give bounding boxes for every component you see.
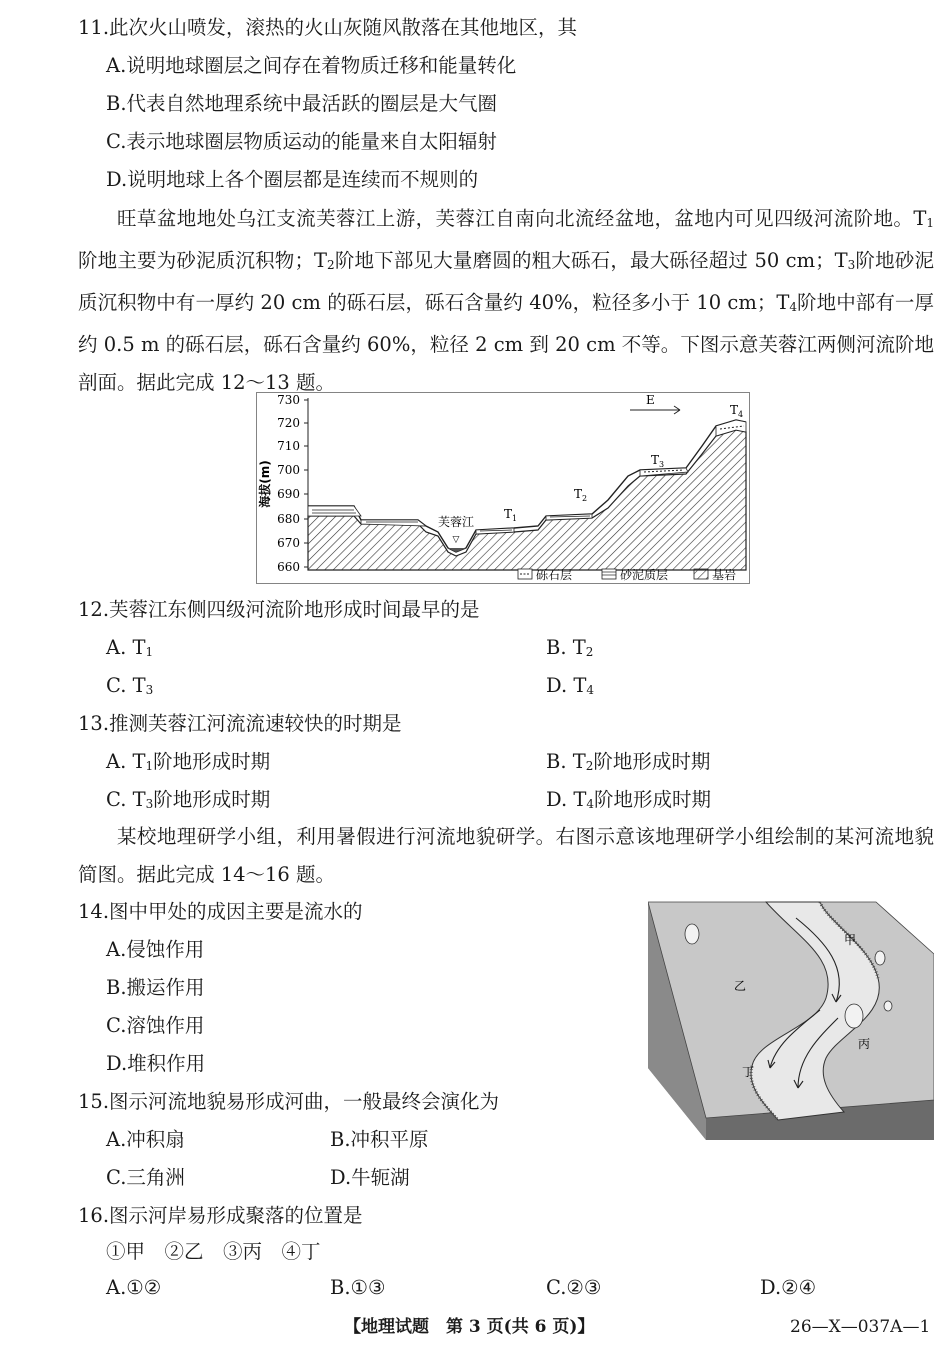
q11-stem: 11.此次火山喷发，滚热的火山灰随风散落在其他地区，其 (78, 16, 578, 39)
svg-text:T: T (730, 403, 739, 417)
q15-stem: 15.图示河流地貌易形成河曲，一般最终会演化为 (78, 1090, 500, 1113)
svg-text:E: E (646, 393, 655, 407)
passage1-s3: 阶地下部见大量磨圆的粗大砾石，最大砾径超过 50 cm； (334, 249, 835, 272)
q15-option-c: C.三角洲 (106, 1166, 185, 1189)
passage1-t4-sub: 4 (789, 300, 797, 314)
svg-text:基岩: 基岩 (712, 568, 737, 582)
q14-option-d: D.堆积作用 (106, 1052, 206, 1075)
label-bing: 丙 (858, 1037, 871, 1051)
y-tick-660 (277, 560, 308, 574)
y-ticks (277, 393, 308, 574)
y-tick-710 (277, 439, 308, 453)
passage1-t2: T (313, 249, 327, 272)
q12-option-b: B. $T_2$ (546, 636, 594, 659)
legend-bedrock (694, 567, 736, 582)
y-tick-670 (277, 536, 308, 550)
passage1-t2-sub: 2 (327, 258, 335, 272)
svg-text:砂泥质层: 砂泥质层 (620, 568, 669, 582)
passage1-s4: 阶地砂泥质沉积物中有一厚约 20 cm 的砾石层，砾石含量约 40%，粒径多小于 10 cm； (78, 249, 934, 314)
passage-river-landform: 某校地理研学小组，利用暑假进行河流地貌研学。右图示意该地理研学小组绘制的某河流地貌简图。据此完成 14～16 题。 (78, 825, 934, 886)
page-footer: 【地理试题 第 3 页(共 6 页)】 (344, 1317, 595, 1337)
y-tick-label: 670 (277, 536, 300, 550)
terrace-label-t1 (504, 507, 517, 523)
svg-text:1: 1 (512, 514, 518, 523)
passage1-s1: 旺草盆地地处乌江支流芙蓉江上游，芙蓉江自南向北流经盆地，盆地内可见四级河流阶地。 (117, 207, 914, 230)
q16-option-b: B.①③ (330, 1276, 386, 1299)
q11-option-c: C.表示地球圈层物质运动的能量来自太阳辐射 (106, 130, 497, 153)
passage1-s5: 阶地中部有一厚约 0.5 m 的砾石层，砾石含量约 60%，粒径 2 cm 到 20 cm 不等。下图示意芙蓉江两侧河流阶地剖面。据此完成 12～13 题。 (78, 291, 934, 394)
y-tick-label: 690 (277, 487, 300, 501)
q12-option-a: A. $T_1$ (106, 636, 154, 659)
passage-terraces (78, 200, 934, 402)
q11-option-a: A.说明地球圈层之间存在着物质迁移和能量转化 (106, 54, 517, 77)
q12-option-d: D. $T_4$ (546, 674, 594, 697)
y-tick-700 (277, 463, 308, 477)
paper-code: 26—X—037A—1 (790, 1317, 931, 1337)
deposit-west-high (308, 506, 361, 516)
legend-gravel (518, 568, 572, 582)
svg-text:T: T (574, 487, 583, 501)
q16-option-d: D.②④ (760, 1276, 817, 1299)
passage1-t3-sub: 3 (847, 258, 856, 272)
svg-text:4: 4 (738, 410, 744, 419)
q12-stem: 12.芙蓉江东侧四级河流阶地形成时间最早的是 (78, 598, 480, 621)
y-tick-label: 730 (277, 393, 300, 407)
svg-text:2: 2 (582, 494, 588, 503)
q13-option-c: C. $T_3$阶地形成时期 (106, 788, 271, 811)
y-tick-720 (277, 416, 308, 430)
q13-stem: 13.推测芙蓉江河流流速较快的时期是 (78, 712, 402, 735)
river-water-symbol: ▽ (452, 535, 460, 545)
legend-sandy-mud (602, 567, 668, 582)
q11-option-d: D.说明地球上各个圈层都是连续而不规则的 (106, 168, 479, 191)
q15-option-b: B.冲积平原 (330, 1128, 429, 1151)
label-ding: 丁 (742, 1065, 755, 1079)
y-tick-label: 710 (277, 439, 300, 453)
label-yi: 乙 (734, 979, 747, 993)
q13-option-b: B. $T_2$阶地形成时期 (546, 750, 711, 773)
legend (518, 567, 736, 582)
bedrock (308, 430, 746, 570)
svg-text:3: 3 (659, 460, 665, 469)
q11-option-b: B.代表自然地理系统中最活跃的圈层是大气圈 (106, 92, 498, 115)
y-tick-label: 720 (277, 416, 300, 430)
q13-option-d: D. $T_4$阶地形成时期 (546, 788, 711, 811)
terrace-label-t4 (730, 403, 743, 419)
y-tick-730 (277, 393, 308, 407)
y-tick-690 (277, 487, 308, 501)
q14-option-c: C.溶蚀作用 (106, 1014, 205, 1037)
svg-text:砾石层: 砾石层 (536, 568, 573, 582)
river-landform-block-diagram (648, 898, 934, 1140)
q15-option-d: D.牛轭湖 (330, 1166, 410, 1189)
passage1-t4: T (776, 291, 790, 314)
y-tick-label: 680 (277, 512, 300, 526)
y-axis-label: 海拔(m) (258, 460, 272, 508)
y-tick-680 (277, 512, 308, 526)
q15-option-a: A.冲积扇 (106, 1128, 185, 1151)
passage1-t1: T (913, 207, 927, 230)
river-label: 芙蓉江 (437, 515, 475, 529)
q14-option-a: A.侵蚀作用 (106, 938, 205, 961)
q16-option-c: C.②③ (546, 1276, 602, 1299)
q16-option-a: A.①② (106, 1276, 162, 1299)
y-tick-label: 700 (277, 463, 300, 477)
q16-stem: 16.图示河岸易形成聚落的位置是 (78, 1204, 363, 1227)
q13-option-a: A. $T_1$阶地形成时期 (106, 750, 271, 773)
terrace-label-t2 (574, 487, 587, 503)
q14-stem: 14.图中甲处的成因主要是流水的 (78, 900, 363, 923)
y-tick-label: 660 (277, 560, 300, 574)
east-direction-arrow (630, 393, 680, 414)
passage1-t3: T (834, 249, 848, 272)
q12-option-c: C. $T_3$ (106, 674, 154, 697)
label-jia: 甲 (844, 933, 857, 947)
passage1-s2: 阶地主要为砂泥质沉积物； (78, 249, 314, 272)
q14-option-b: B.搬运作用 (106, 976, 205, 999)
q16-choices: ①甲 ②乙 ③丙 ④丁 (106, 1240, 321, 1263)
terrace-label-t3 (651, 453, 664, 469)
terrace-profile-figure (256, 392, 750, 584)
passage1-t1-sub: 1 (926, 216, 934, 230)
svg-text:T: T (651, 453, 660, 467)
svg-text:T: T (504, 507, 513, 521)
